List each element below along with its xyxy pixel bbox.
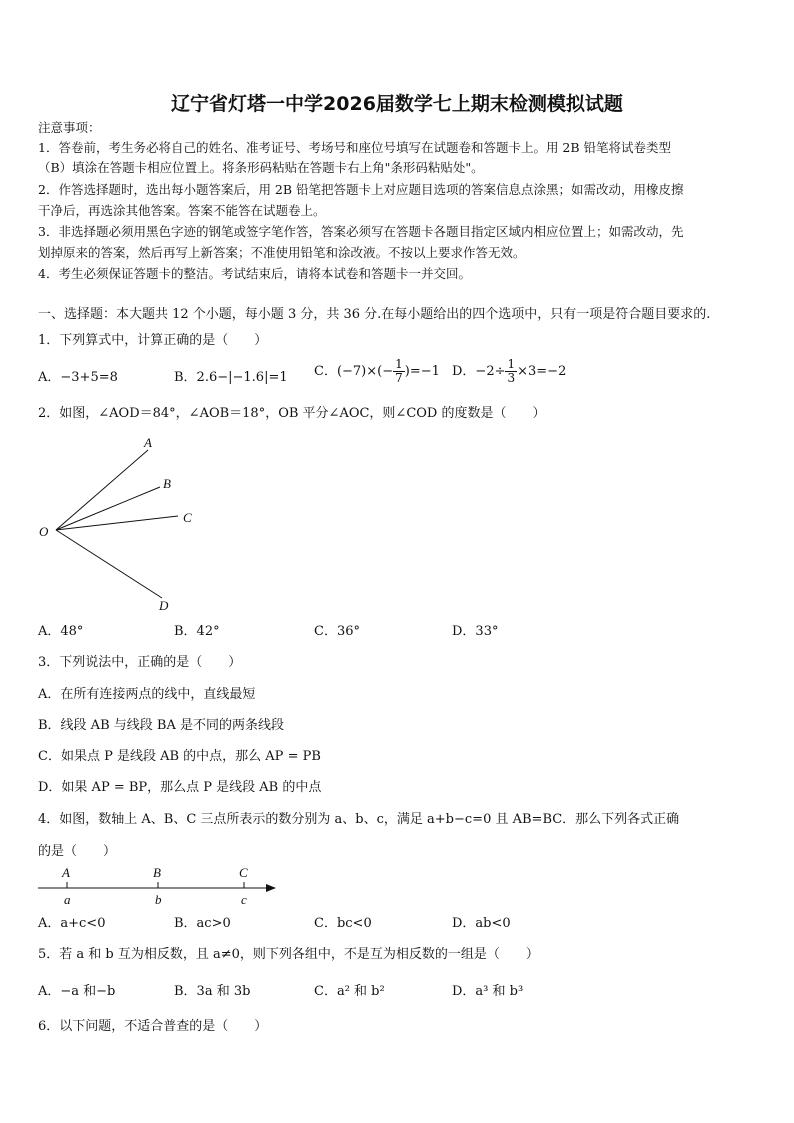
label-b: B xyxy=(163,476,171,491)
fraction-numerator: 1 xyxy=(395,357,403,371)
q5-option-a: A．−a 和−b xyxy=(38,984,116,999)
value-label-b: b xyxy=(155,892,162,907)
question-5-stem: 5．若 a 和 b 互为相反数，且 a≠0，则下列各组中，不是互为相反数的一组是（ ） xyxy=(38,947,539,962)
q2-option-a: A．48° xyxy=(38,624,84,639)
point-label-a: A xyxy=(62,865,70,880)
angle-diagram xyxy=(30,430,210,615)
fraction-denominator: 7 xyxy=(395,371,403,385)
label-c: C xyxy=(183,510,192,525)
q1-c-pre: C．(−7)×(− xyxy=(314,364,394,379)
label-o: O xyxy=(39,524,49,539)
page-title: 辽宁省灯塔一中学2026届数学七上期末检测模拟试题 xyxy=(171,93,623,115)
section-heading: 一、选择题：本大题共 12 个小题，每小题 3 分，共 36 分.在每小题给出的四个选项中，只有一项是符合题目要求的. xyxy=(38,307,711,322)
q1-option-b: B．2.6−|−1.6|=1 xyxy=(174,370,288,385)
q4-option-d: D．ab<0 xyxy=(452,916,511,931)
point-label-b: B xyxy=(153,865,161,880)
q5-option-d: D．a³ 和 b³ xyxy=(452,984,524,999)
notice-heading: 注意事项： xyxy=(38,120,101,135)
q2-option-d: D．33° xyxy=(452,624,499,639)
label-d: D xyxy=(159,598,169,613)
notice-line: 2．作答选择题时，选出每小题答案后，用 2B 铅笔把答题卡上对应题目选项的答案信息点涂黑；如需改动，用橡皮擦 xyxy=(38,182,684,197)
q2-option-b: B．42° xyxy=(174,624,220,639)
q1-d-pre: D．−2÷ xyxy=(452,364,506,379)
q5-option-c: C．a² 和 b² xyxy=(314,984,385,999)
notice-line: 4．考生必须保证答题卡的整洁。考试结束后，请将本试卷和答题卡一并交回。 xyxy=(38,266,471,281)
q2-option-c: C．36° xyxy=(314,624,360,639)
notice-line: 1．答卷前，考生务必将自己的姓名、准考证号、考场号和座位号填写在试题卷和答题卡上。用 2B 铅笔将试卷类型 xyxy=(38,140,672,155)
fraction-denominator: 3 xyxy=(507,371,516,385)
number-line xyxy=(30,862,290,908)
q1-d-post: ×3=−2 xyxy=(517,364,567,379)
question-1-stem: 1．下列算式中，计算正确的是（ ） xyxy=(38,333,268,348)
q3-option-b: B．线段 AB 与线段 BA 是不同的两条线段 xyxy=(38,718,284,733)
question-3-stem: 3．下列说法中，正确的是（ ） xyxy=(38,655,242,670)
q3-option-a: A．在所有连接两点的线中，直线最短 xyxy=(38,687,256,702)
ray-oc xyxy=(56,516,178,530)
fraction xyxy=(505,358,517,385)
question-6-stem: 6．以下问题，不适合普查的是（ ） xyxy=(38,1019,268,1034)
label-a: A xyxy=(144,435,152,450)
q4-option-b: B．ac>0 xyxy=(174,916,231,931)
ray-oa xyxy=(56,450,148,530)
arrow-icon xyxy=(266,884,276,892)
value-label-c: c xyxy=(241,892,247,907)
q4-option-a: A．a+c<0 xyxy=(38,916,106,931)
fraction-numerator: 1 xyxy=(507,357,516,371)
question-4-stem: 4．如图，数轴上 A、B、C 三点所表示的数分别为 a、b、c，满足 a+b−c=0 且 AB=BC．那么下列各式正确 xyxy=(38,812,680,827)
notice-line: 划掉原来的答案，然后再写上新答案；不准使用铅笔和涂改液。不按以上要求作答无效。 xyxy=(38,245,526,260)
q3-option-d: D．如果 AP = BP，那么点 P 是线段 AB 的中点 xyxy=(38,780,322,795)
notice-line: 3．非选择题必须用黑色字迹的钢笔或签字笔作答，答案必须写在答题卡各题目指定区域内相应位置上；如需改动，先 xyxy=(38,224,684,239)
value-label-a: a xyxy=(64,892,71,907)
q1-option-c xyxy=(314,358,440,385)
fraction xyxy=(393,358,405,385)
point-label-c: C xyxy=(239,865,248,880)
notice-line: （B）填涂在答题卡相应位置上。将条形码粘贴在答题卡右上角"条形码粘贴处"。 xyxy=(38,160,484,175)
q4-option-c: C．bc<0 xyxy=(314,916,372,931)
q1-option-a: A．−3+5=8 xyxy=(38,370,118,385)
q3-option-c: C．如果点 P 是线段 AB 的中点，那么 AP = PB xyxy=(38,749,321,764)
q1-option-d xyxy=(452,358,566,385)
q1-c-post: )=−1 xyxy=(404,364,440,379)
question-2-stem: 2．如图，∠AOD＝84°，∠AOB＝18°，OB 平分∠AOC，则∠COD 的度数是（ ） xyxy=(38,406,546,421)
notice-line: 干净后，再选涂其他答案。答案不能答在试题卷上。 xyxy=(38,203,326,218)
ray-od xyxy=(56,530,162,598)
question-4-stem-cont: 的是（ ） xyxy=(38,844,117,859)
q5-option-b: B．3a 和 3b xyxy=(174,984,251,999)
